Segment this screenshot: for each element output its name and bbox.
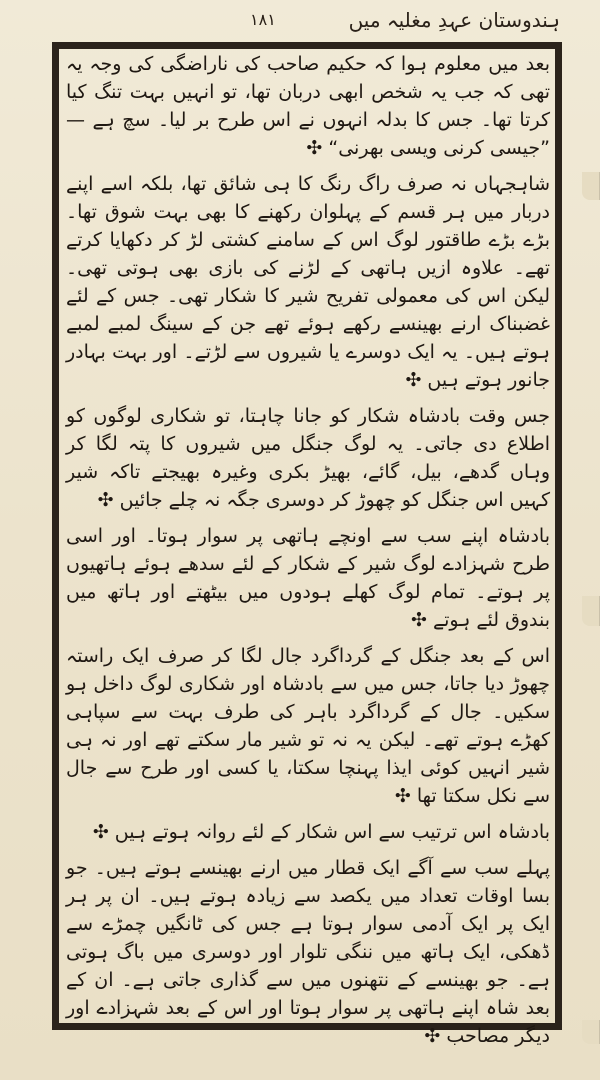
paragraph-6: بادشاہ اس ترتیب سے اس شکار کے لئے روانہ ہوتے ہیں ✣ xyxy=(92,821,550,843)
running-head: ہندوستان عہدِ مغلیہ میں xyxy=(348,8,560,32)
page-edge-tab xyxy=(582,172,600,200)
paragraph-1: بعد میں معلوم ہوا کہ حکیم صاحب کی ناراضگی کی وجہ یہ تھی کہ جب یہ شخص ابھی دربان تھا، تو انہیں بہت تنگ کیا کرتا تھا۔ جس کا بدلہ انہوں نے اس طرح بر لیا۔ سچ ہے — ”جیسی کرنی ویسی بھرنی“ ✣ xyxy=(66,53,550,159)
paragraph-3: جس وقت بادشاہ شکار کو جانا چاہتا، تو شکاری لوگوں کو اطلاع دی جاتی۔ یہ لوگ جنگل میں شیروں کا پتہ لگا کر وہاں گدھے، بیل، گائے، بھیڑ بکری وغیرہ بھیجتے تاکہ شیر کہیں اس جنگل کو چھوڑ کر دوسری جگہ نہ چلے جائیں ✣ xyxy=(66,405,550,511)
paragraph-7: پہلے سب سے آگے ایک قطار میں ارنے بھینسے ہوتے ہیں۔ جو بسا اوقات تعداد میں یکصد سے زیادہ ہوتے ہیں۔ ان پر ہر ایک پر ایک آدمی سوار ہوتا ہے جس کی ٹانگیں چمڑے سے ڈھکی، ایک ہاتھ میں ننگی تلوار اور دوسری میں باگ ہوتی ہے۔ جو بھینسے کے نتھنوں میں سے گذاری جاتی ہے۔ ان کے بعد شاہ اپنے ہاتھی پر سوار ہوتا اور اس کے بعد شہزادے اور دیگر مصاحب ✣ xyxy=(66,857,550,1047)
page-header xyxy=(40,6,560,40)
paragraph-2: شاہجہاں نہ صرف راگ رنگ کا ہی شائق تھا، بلکہ اسے اپنے دربار میں ہر قسم کے پہلوان رکھنے کا بھی بہت شوق تھا۔ بڑے بڑے طاقتور لوگ اس کے سامنے کشتی لڑ کر دکھایا کرتے تھے۔ علاوہ ازیں ہاتھی کے لڑنے کی بازی بھی ہوتی تھی۔ لیکن اس کی معمولی تفریح شیر کا شکار تھی۔ جس کے لئے غضبناک ارنے بھینسے رکھے ہوئے تھے جن کے سینگ لمبے لمبے ہوتے ہیں۔ یہ ایک دوسرے یا شیروں سے لڑتے۔ اور بہت بہادر جانور ہوتے ہیں ✣ xyxy=(66,173,550,391)
page-edge-tab xyxy=(582,1020,600,1044)
page-number: ۱۸۱ xyxy=(250,10,276,29)
page-edge-tab xyxy=(582,596,600,626)
page-body xyxy=(66,50,550,1047)
paragraph-5: اس کے بعد جنگل کے گرداگرد جال لگا کر صرف ایک راستہ چھوڑ دیا جاتا، جس میں سے بادشاہ اور شکاری لوگ داخل ہو سکیں۔ جال کے گرداگرد باہر کی طرف بہت سے سپاہی کھڑے ہوتے تھے۔ لیکن یہ نہ تو شیر مار سکتے تھے اور نہ ہی شیر انہیں کوئی ایذا پہنچا سکتا، یا کسی اور طرح سے جال سے نکل سکتا تھا ✣ xyxy=(66,645,550,807)
paragraph-4: بادشاہ اپنے سب سے اونچے ہاتھی پر سوار ہوتا۔ اور اسی طرح شہزادے لوگ شیر کے شکار کے لئے سدھے ہوئے ہاتھیوں پر ہوتے۔ تمام لوگ کھلے ہودوں میں بیٹھتے اور ہاتھ میں بندوق لئے ہوتے ✣ xyxy=(66,525,550,631)
